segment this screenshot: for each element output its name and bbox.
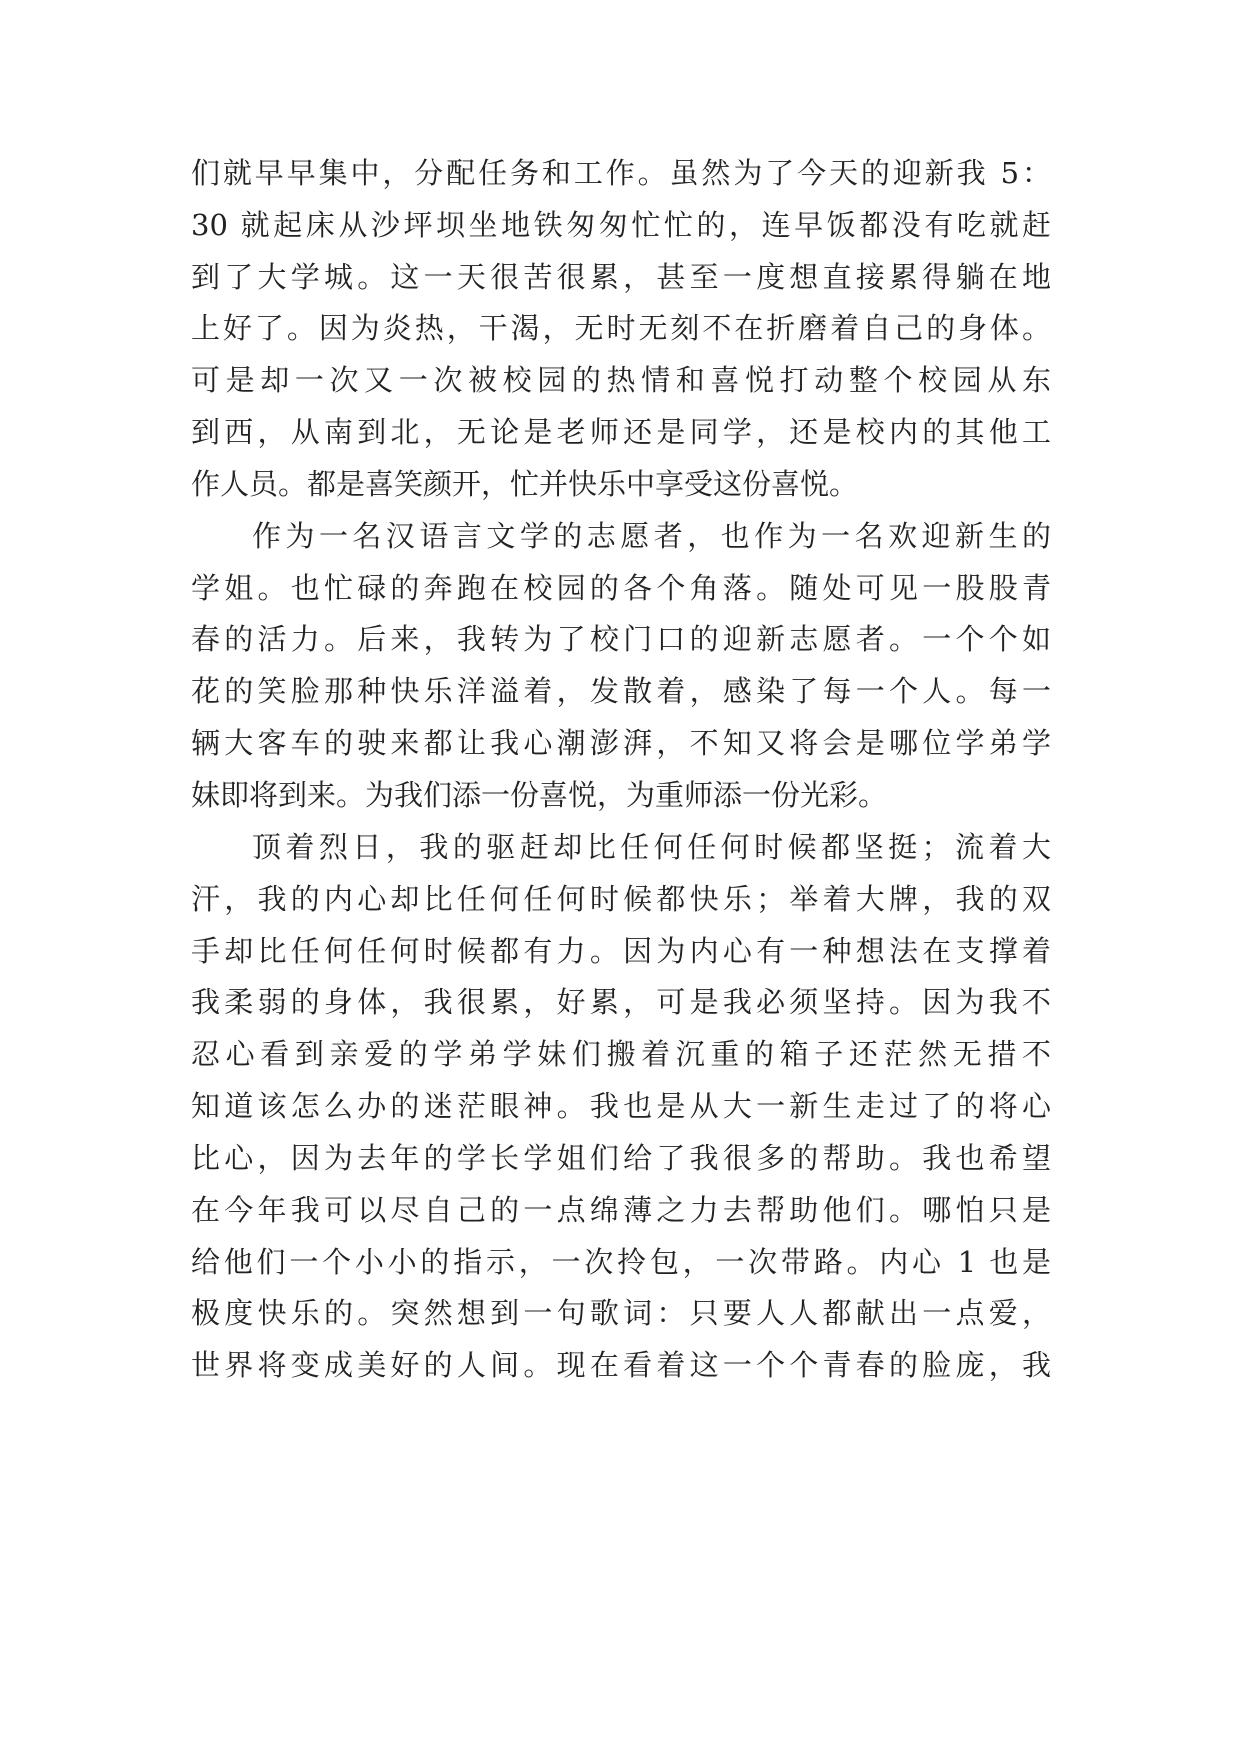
text-line: 学姐。也忙碌的奔跑在校园的各个角落。随处可见一股股青 xyxy=(191,571,1051,605)
text-line: 花的笑脸那种快乐洋溢着，发散着，感染了每一个人。每一 xyxy=(191,674,1051,708)
text-line: 们就早早集中，分配任务和工作。虽然为了今天的迎新我 5： xyxy=(191,156,1051,190)
text-line: 春的活力。后来，我转为了校门口的迎新志愿者。一个个如 xyxy=(191,622,1051,656)
text-line: 忍心看到亲爱的学弟学妹们搬着沉重的箱子还茫然无措不 xyxy=(191,1037,1051,1071)
text-line: 作人员。都是喜笑颜开，忙并快乐中享受这份喜悦。 xyxy=(191,467,859,501)
text-line: 手却比任何任何时候都有力。因为内心有一种想法在支撑着 xyxy=(191,934,1051,968)
text-line: 世界将变成美好的人间。现在看着这一个个青春的脸庞，我 xyxy=(191,1348,1051,1382)
text-line: 辆大客车的驶来都让我心潮澎湃，不知又将会是哪位学弟学 xyxy=(191,726,1051,760)
text-line: 比心，因为去年的学长学姐们给了我很多的帮助。我也希望 xyxy=(191,1141,1051,1175)
paragraph-first-line: 作为一名汉语言文学的志愿者，也作为一名欢迎新生的 xyxy=(252,519,1051,553)
text-line: 30 就起床从沙坪坝坐地铁匆匆忙忙的，连早饭都没有吃就赶 xyxy=(191,208,1051,242)
text-line: 可是却一次又一次被校园的热情和喜悦打动整个校园从东 xyxy=(191,363,1051,397)
text-line: 在今年我可以尽自己的一点绵薄之力去帮助他们。哪怕只是 xyxy=(191,1193,1051,1227)
text-line: 极度快乐的。突然想到一句歌词：只要人人都献出一点爱， xyxy=(191,1296,1051,1330)
text-line: 我柔弱的身体，我很累，好累，可是我必须坚持。因为我不 xyxy=(191,985,1051,1019)
text-line: 妹即将到来。为我们添一份喜悦，为重师添一份光彩。 xyxy=(191,778,888,812)
text-line: 知道该怎么办的迷茫眼神。我也是从大一新生走过了的将心 xyxy=(191,1089,1051,1123)
text-line: 到了大学城。这一天很苦很累，甚至一度想直接累得躺在地 xyxy=(191,260,1051,294)
paragraph-first-line: 顶着烈日，我的驱赶却比任何任何时候都坚挺；流着大 xyxy=(252,830,1051,864)
text-line: 汗，我的内心却比任何任何时候都快乐；举着大牌，我的双 xyxy=(191,882,1051,916)
text-line: 到西，从南到北，无论是老师还是同学，还是校内的其他工 xyxy=(191,415,1051,449)
text-line: 上好了。因为炎热，干渴，无时无刻不在折磨着自己的身体。 xyxy=(191,311,1051,345)
text-line: 给他们一个小小的指示，一次拎包，一次带路。内心 1 也是 xyxy=(191,1245,1051,1279)
